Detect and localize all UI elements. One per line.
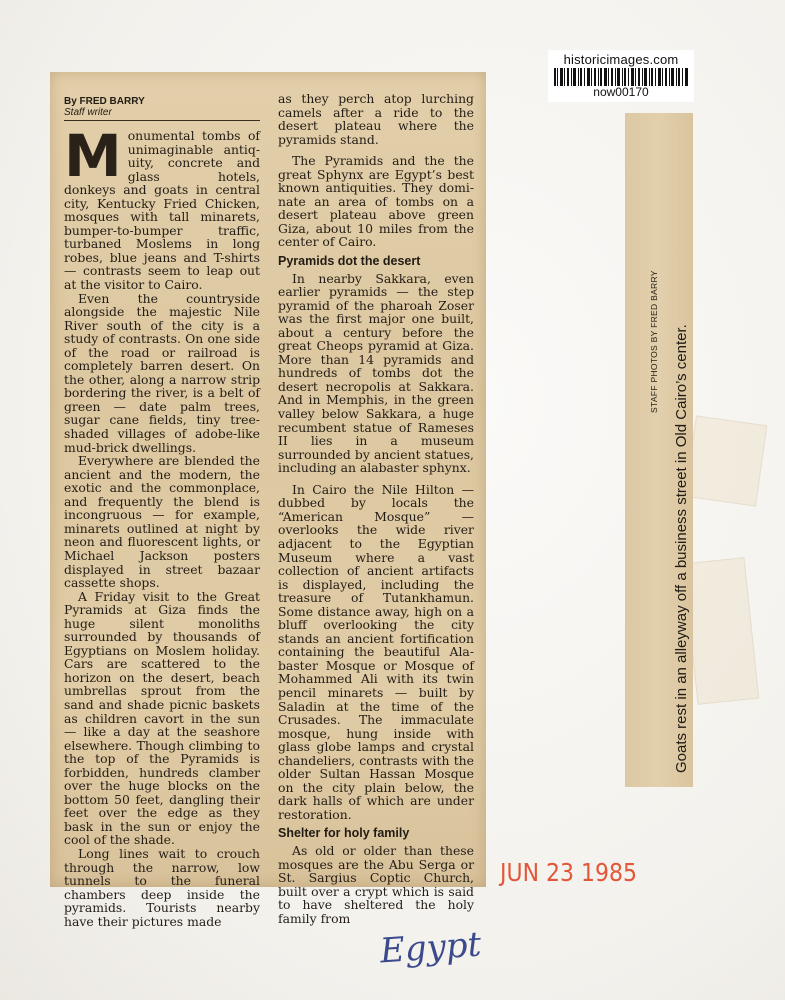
byline: By FRED BARRY — [64, 96, 145, 107]
barcode-label — [548, 50, 694, 102]
article-paragraph: Everywhere are blended the ancient and the modern, the exotic and the commonplace, and frequently the blend is incongruous — for example, minarets outlined at night by neon and fluorescent lights, or Michael Jackson posters displayed in street bazaar cassette shops. — [64, 453, 260, 591]
handwritten-note: Egypt — [378, 924, 483, 972]
article-column-2 — [278, 92, 474, 925]
article-paragraph: In Cairo the Nile Hilton — dubbed by locals the “American Mosque” — overlooks the wide river adjacent to the Egyptian Museum where a vast collection of ancient artifacts is displayed, including the treasure of Tutankhamun. Some distance away, high on a bluff overlooking the city stands an ancient fortification containing the beautiful Alabaster Mosque or Mosque of Mohammed Ali with its twin pencil minarets — built by Saladin at the time of the Crusades. The immaculate mosque, hung inside with glass globe lamps and crystal chandeliers, contrasts with the older Sultan Hassan Mosque on the city plain below, the dark halls of which are under restoration. — [278, 481, 474, 822]
barcode-site-text: historicimages.com — [563, 52, 679, 67]
photo-caption: Goats rest in an alleyway off a business street in Old Cairo’s center. — [673, 324, 690, 773]
article-paragraph: Even the countryside alongside the majestic Nile River south of the city is a study of contrasts. On one side of the road or railroad is completely barren desert. On the other, along a narrow strip bordering the river, is a belt of green — date palm trees, sugar cane fields, tiny tree-shaded villages of adobe-like mud-brick dwellings. — [64, 290, 260, 455]
barcode-icon — [554, 68, 688, 86]
article-paragraph: The Pyramids and the the great Sphynx are Egypt’s best known antiquities. They dominate an area of tombs on a desert plateau above green Giza, about 10 miles from the center of Cairo. — [278, 153, 474, 250]
date-stamp: JUN 23 1985 — [500, 858, 638, 887]
barcode-id-text: now00170 — [593, 85, 649, 99]
byline-rule — [64, 120, 260, 121]
subhead-pyramids: Pyramids dot the desert — [278, 254, 421, 269]
tape-strip — [685, 415, 768, 506]
photo-credit: STAFF PHOTOS BY FRED BARRY — [649, 270, 659, 413]
subhead-shelter: Shelter for holy family — [278, 826, 410, 841]
byline-role: Staff writer — [64, 107, 112, 118]
article-paragraph: A Friday visit to the Great Pyramids at Giza finds the huge silent monoliths surrounded by thousands of Egyptians on Moslem holiday. Cars are scattered to the horizon on the desert, beach umbrellas sprout from the sand and shade picnic baskets as children cavort in the sun — like a day at the seashore elsewhere. Though climbing to the top of the Pyramids is forbidden, hundreds clamber over the huge blocks on the bottom 50 feet, dangling their feet over the edge as they bask in the sun or enjoy the cool of the shade. — [64, 588, 260, 848]
article-paragraph: as they perch atop lurching camels after a ride to the desert plateau where the pyramids stand. — [278, 91, 474, 147]
article-paragraph: Long lines wait to crouch through the narrow, low tunnels to the funeral chambers deep inside the pyramids. Tourists nearby have their pictures made — [64, 845, 260, 929]
article-paragraph: onumental tombs of unimaginable antiquity, concrete and glass hotels, donkeys and goats in central city, Kentucky Fried Chicken, mosques with tall minarets, bumper-to-bumper traffic, turbaned Moslems in long robes, blue jeans and T-shirts — contrasts seem to leap out at the visitor to Cairo. — [64, 128, 260, 293]
article-paragraph: As old or older than these mosques are the Abu Serga or St. Sargius Coptic Church, built over a crypt which is said to have sheltered the holy family from — [278, 842, 474, 926]
newspaper-clipping — [50, 72, 486, 929]
article-paragraph: In nearby Sakkara, even earlier pyramids — the step pyramid of the pharoah Zoser was the first major one built, about a century before the great Cheops pyramid at Giza. More than 14 pyramids and hundreds of tombs dot the desert necropolis at Sakkara. And in Memphis, in the green valley below Sakkara, a huge recumbent statue of Rameses II lies in a museum surrounded by ancient statues, including an alabaster sphynx. — [278, 270, 474, 476]
drop-cap: M — [64, 122, 122, 190]
photo-caption-strip — [625, 113, 693, 787]
article-column-1 — [64, 96, 260, 928]
